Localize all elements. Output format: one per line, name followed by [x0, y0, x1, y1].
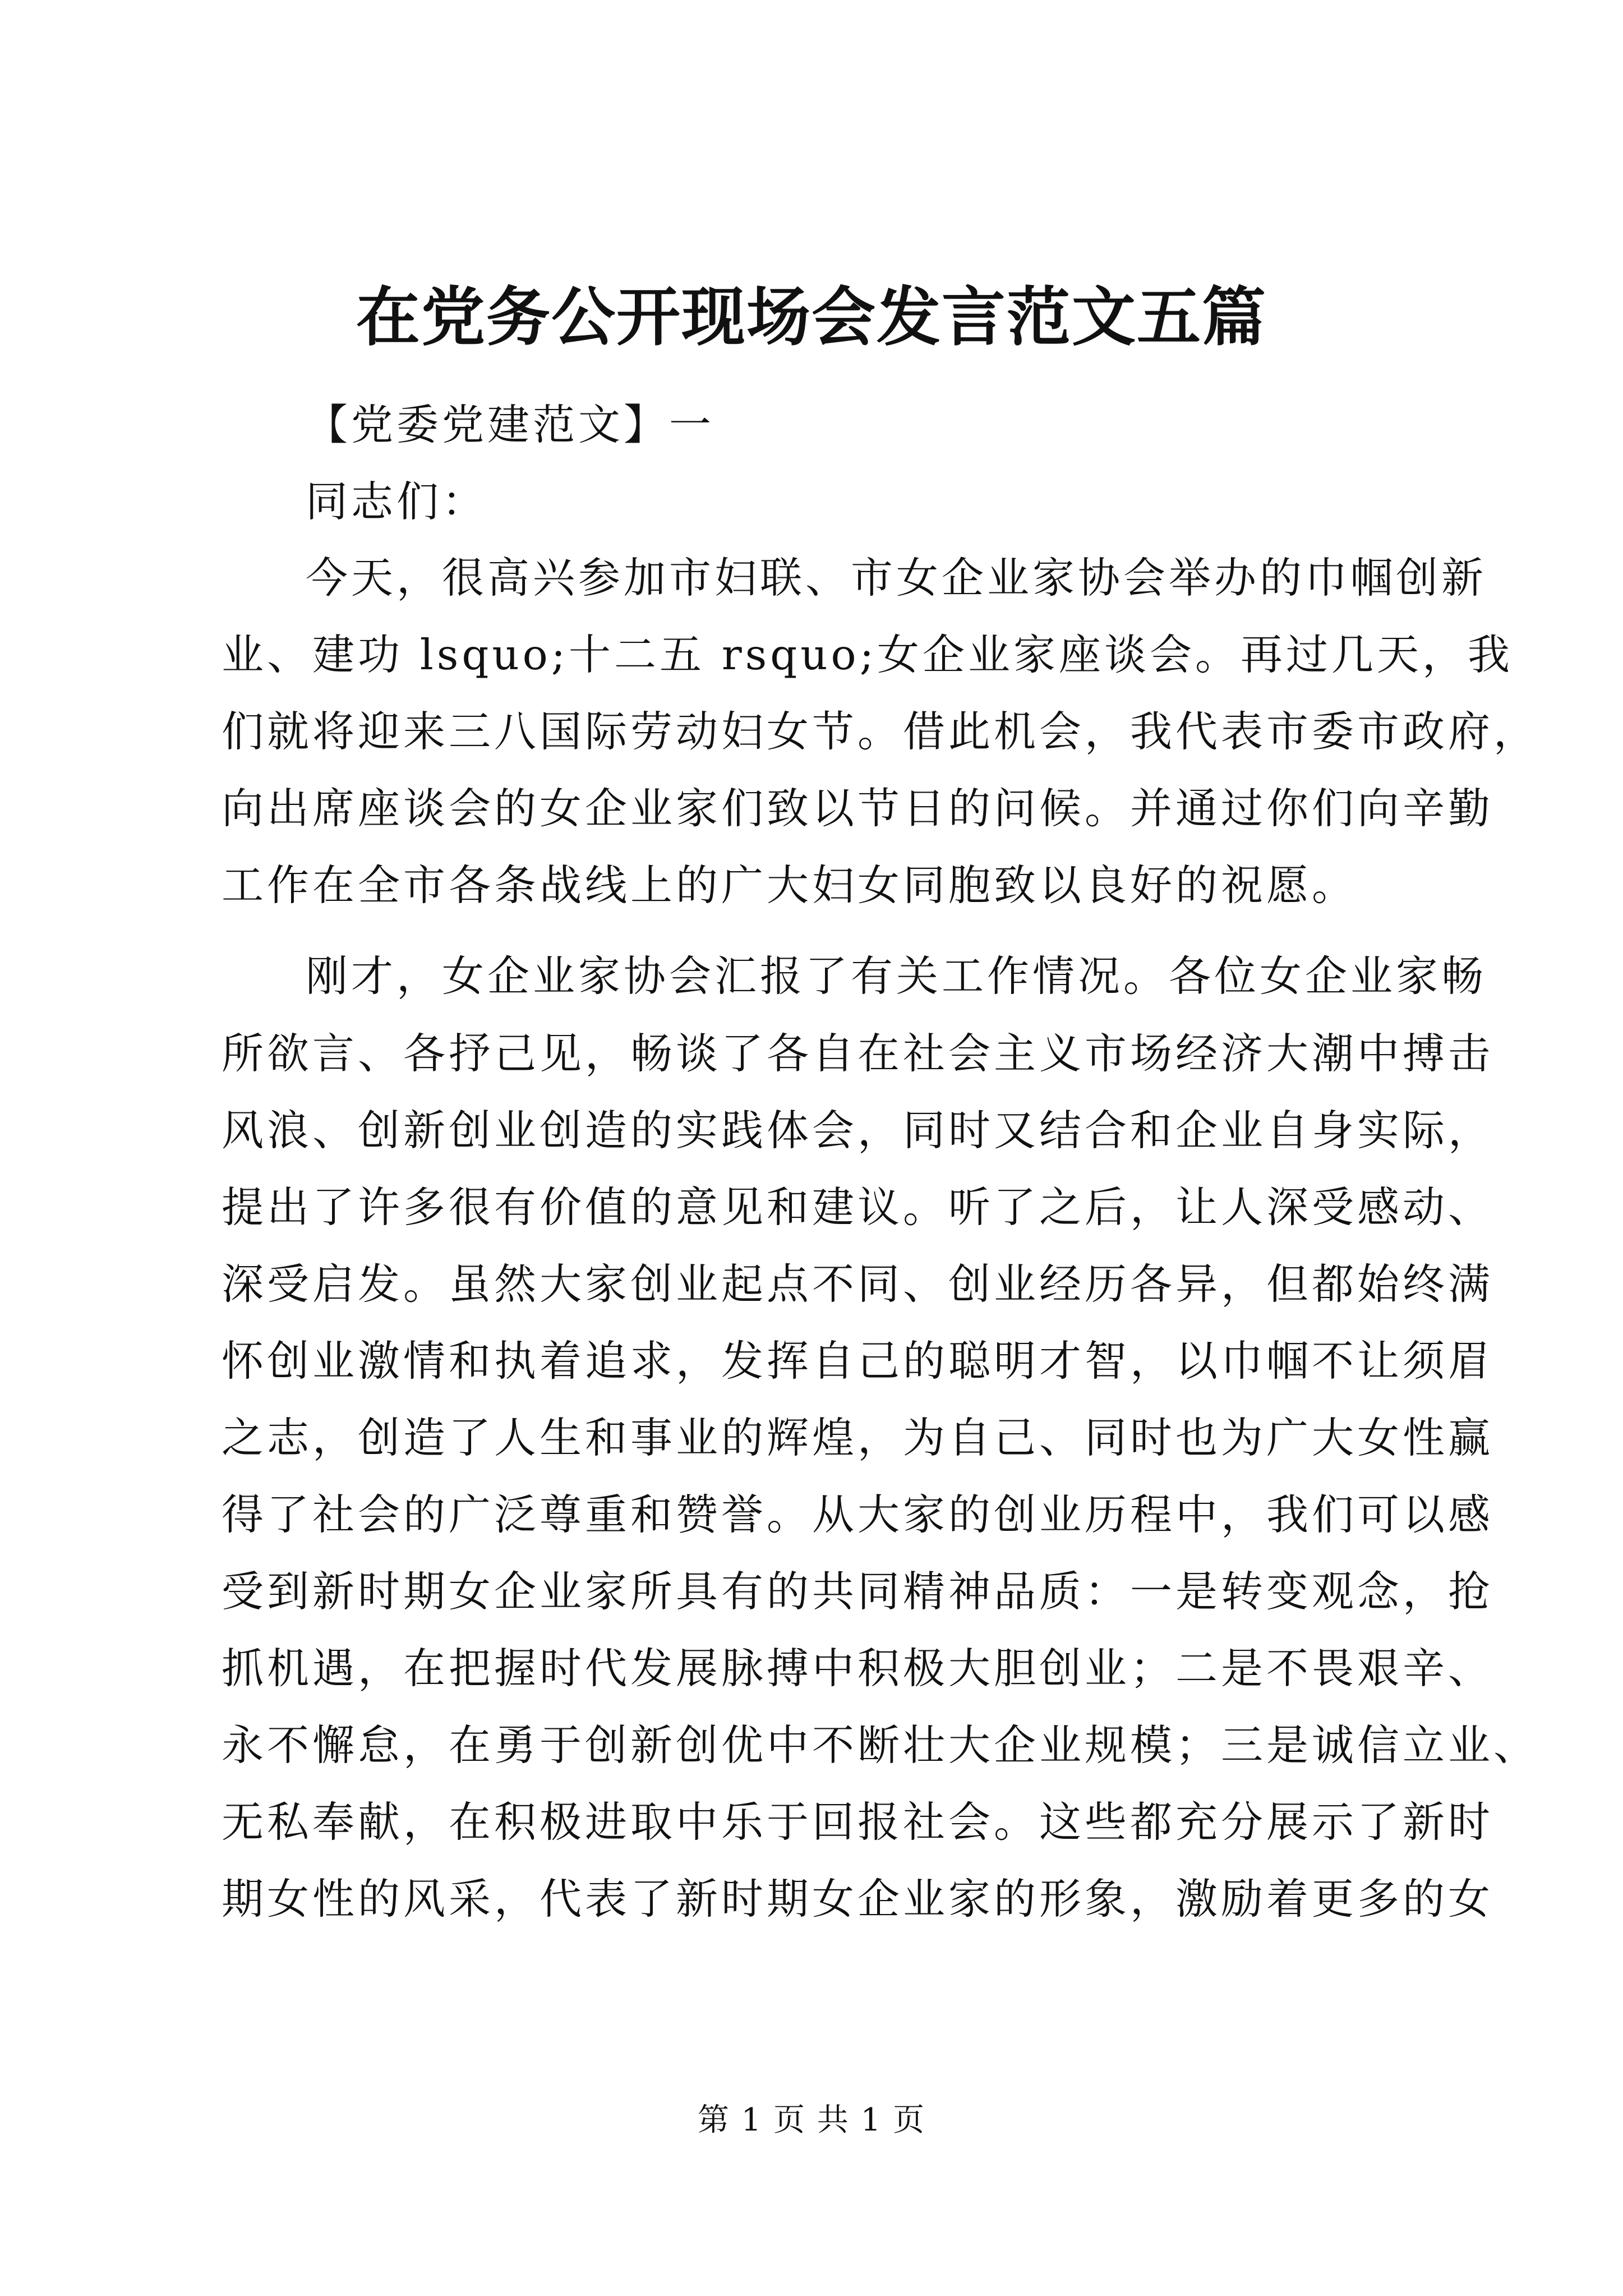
- body-line: 工作在全市各条战线上的广大妇女同胞致以良好的祝愿。: [222, 861, 1358, 910]
- body-line: 所欲言、各抒己见，畅谈了各自在社会主义市场经济大潮中搏击: [222, 1029, 1494, 1078]
- body-line: 抓机遇，在把握时代发展脉搏中积极大胆创业；二是不畏艰辛、: [222, 1644, 1494, 1693]
- body-line: 业、建功 lsquo;十二五 rsquo;女企业家座谈会。再过几天，我: [222, 630, 1513, 679]
- body-line: 深受启发。虽然大家创业起点不同、创业经历各异，但都始终满: [222, 1259, 1494, 1309]
- body-line: 之志，创造了人生和事业的辉煌，为自己、同时也为广大女性赢: [222, 1413, 1494, 1462]
- body-line: 今天，很高兴参加市妇联、市女企业家协会举办的巾帼创新: [306, 553, 1487, 602]
- body-line: 怀创业激情和执着追求，发挥自己的聪明才智，以巾帼不让须眉: [222, 1336, 1494, 1386]
- body-line: 受到新时期女企业家所具有的共同精神品质：一是转变观念，抢: [222, 1567, 1494, 1616]
- body-line: 永不懈怠，在勇于创新创优中不断壮大企业规模；三是诚信立业、: [222, 1720, 1539, 1770]
- document-title: 在党务公开现场会发言范文五篇: [356, 279, 1267, 355]
- body-line: 无私奉献，在积极进取中乐于回报社会。这些都充分展示了新时: [222, 1797, 1494, 1847]
- body-line: 得了社会的广泛尊重和赞誉。从大家的创业历程中，我们可以感: [222, 1490, 1494, 1539]
- body-line: 风浪、创新创业创造的实践体会，同时又结合和企业自身实际，: [222, 1106, 1494, 1155]
- body-line: 向出席座谈会的女企业家们致以节日的问候。并通过你们向辛勤: [222, 784, 1494, 833]
- body-line: 们就将迎来三八国际劳动妇女节。借此机会，我代表市委市政府，: [222, 707, 1539, 756]
- body-line: 期女性的风采，代表了新时期女企业家的形象，激励着更多的女: [222, 1874, 1494, 1924]
- page-footer: 第 1 页 共 1 页: [697, 2102, 926, 2138]
- section-heading: 【党委党建范文】一: [306, 400, 715, 449]
- salutation: 同志们：: [306, 477, 488, 526]
- body-line: 提出了许多很有价值的意见和建议。听了之后，让人深受感动、: [222, 1182, 1494, 1232]
- body-line: 刚才，女企业家协会汇报了有关工作情况。各位女企业家畅: [306, 951, 1487, 1001]
